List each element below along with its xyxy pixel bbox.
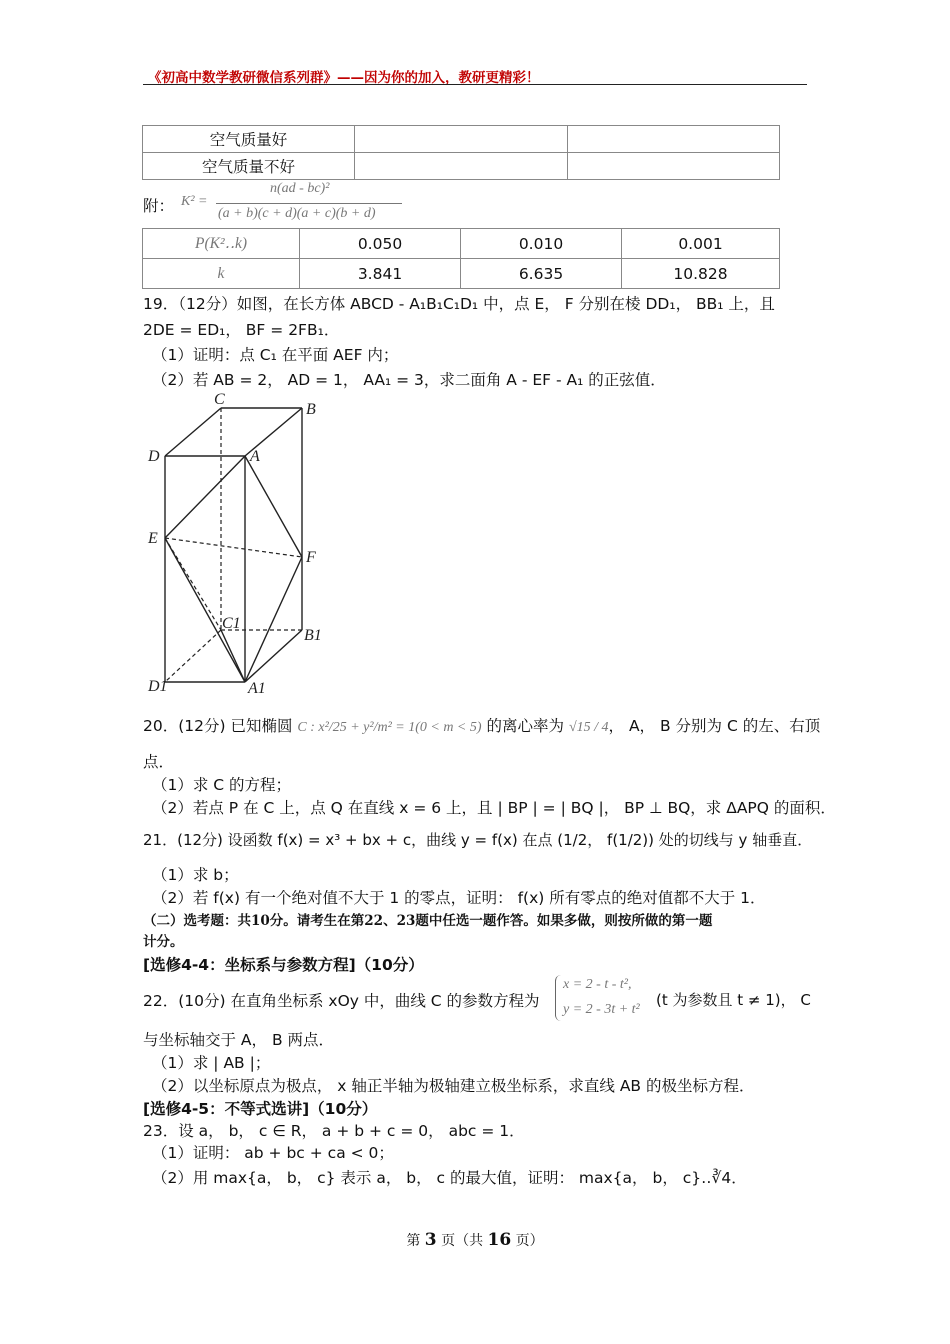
label-D: D bbox=[148, 448, 160, 465]
hidden-edge-EF bbox=[165, 538, 302, 557]
table-cell: 0.010 bbox=[461, 229, 622, 259]
edge-C1A1 bbox=[221, 630, 245, 682]
label-C: C bbox=[214, 391, 225, 408]
elective44-title: [选修4-4：坐标系与参数方程]（10分） bbox=[143, 956, 424, 974]
table-cell bbox=[568, 153, 780, 180]
table-cell: 3.841 bbox=[300, 259, 461, 289]
elective45-title: [选修4-5：不等式选讲]（10分） bbox=[143, 1100, 378, 1118]
q23-part1: （1）证明： ab + bc + ca < 0； bbox=[152, 1144, 394, 1162]
q23-part2: （2）用 max{a， b， c} 表示 a， b， c 的最大值，证明： max{a， b， c}‥∛4． bbox=[152, 1169, 747, 1187]
table-cell: 6.635 bbox=[461, 259, 622, 289]
param-eq-x: x = 2 - t - t², bbox=[563, 977, 632, 992]
formula-denominator: (a + b)(c + d)(a + c)(b + d) bbox=[218, 206, 376, 221]
edge-EA1 bbox=[165, 538, 245, 682]
label-B: B bbox=[306, 401, 316, 418]
table-cell bbox=[355, 153, 568, 180]
label-F: F bbox=[306, 549, 316, 566]
ellipse-equation: C : x²/25 + y²/m² = 1(0 < m < 5) bbox=[297, 720, 482, 735]
label-E: E bbox=[148, 530, 158, 547]
table-cell: 0.001 bbox=[622, 229, 780, 259]
q21-part2: （2）若 f(x) 有一个绝对值不大于 1 的零点，证明： f(x) 所有零点的绝对值都不大于 1． bbox=[152, 889, 766, 907]
edge-AF bbox=[245, 456, 302, 557]
page-number: 3 bbox=[424, 1230, 437, 1250]
label-A1: A1 bbox=[248, 680, 266, 697]
q19-line1: 19．（12分）如图，在长方体 ABCD - A₁B₁C₁D₁ 中，点 E， F 分别在棱 DD₁， BB₁ 上，且 bbox=[143, 295, 775, 313]
table-cell: 空气质量不好 bbox=[143, 153, 355, 180]
table-cell bbox=[355, 126, 568, 153]
table-cell bbox=[568, 126, 780, 153]
section2-line1: （二）选考题：共10分。请考生在第22、23题中任选一题作答。如果多做，则按所做的第一题 bbox=[143, 913, 713, 929]
edge-A1B1 bbox=[245, 630, 302, 682]
q22-part2: （2）以坐标原点为极点， x 轴正半轴为极轴建立极坐标系，求直线 AB 的极坐标方程． bbox=[152, 1077, 755, 1095]
q22-part1: （1）求 | AB |； bbox=[152, 1054, 271, 1072]
critical-value-table bbox=[142, 228, 780, 289]
q21-part1: （1）求 b； bbox=[152, 866, 239, 884]
q22-prefix: 22．(10分) 在直角坐标系 xOy 中，曲线 C 的参数方程为 bbox=[143, 992, 540, 1010]
formula-lhs: K² = bbox=[181, 194, 208, 209]
page-total: 16 bbox=[487, 1230, 512, 1250]
edge-CD bbox=[165, 408, 221, 456]
edge-EA bbox=[165, 456, 245, 538]
q19-line2: 2DE = ED₁， BF = 2FB₁． bbox=[143, 321, 340, 339]
label-A: A bbox=[250, 448, 260, 465]
q22-line2: 与坐标轴交于 A， B 两点． bbox=[143, 1031, 335, 1049]
hidden-edge-C1D1 bbox=[165, 630, 221, 682]
q19-part2: （2）若 AB = 2， AD = 1， AA₁ = 3，求二面角 A - EF - A₁ 的正弦值． bbox=[152, 371, 666, 389]
label-D1: D1 bbox=[148, 678, 168, 695]
eccentricity: √15 / 4 bbox=[568, 720, 609, 735]
q21-line1: 21．(12分) 设函数 f(x) = x³ + bx + c，曲线 y = f(x) 在点 (1/2， f(1/2)) 处的切线与 y 轴垂直． bbox=[143, 831, 813, 849]
table-cell: 空气质量好 bbox=[143, 126, 355, 153]
formula-numerator: n(ad - bc)² bbox=[270, 181, 330, 196]
label-B1: B1 bbox=[304, 627, 322, 644]
table-header-p: P(K²‥k) bbox=[143, 229, 300, 259]
fraction-bar bbox=[216, 203, 402, 204]
q20-line1: 20．(12分) 已知椭圆 C : x²/25 + y²/m² = 1(0 < m < 5) 的离心率为 √15 / 4， A， B 分别为 C 的左、右顶 bbox=[143, 717, 821, 735]
prism-figure bbox=[140, 390, 340, 700]
q20-part1: （1）求 C 的方程； bbox=[152, 776, 292, 794]
header-banner: 《初高中数学教研微信系列群》——因为你的加入，教研更精彩！ bbox=[148, 70, 540, 86]
q20-line2: 点． bbox=[143, 753, 175, 771]
param-eq-y: y = 2 - 3t + t² bbox=[563, 1002, 640, 1017]
q19-part1: （1）证明：点 C₁ 在平面 AEF 内； bbox=[152, 346, 399, 364]
table-header-k: k bbox=[143, 259, 300, 289]
edge-FA1 bbox=[245, 557, 302, 682]
section2-line2: 计分。 bbox=[143, 934, 184, 950]
contingency-table bbox=[142, 125, 780, 180]
header-divider bbox=[143, 84, 807, 85]
table-cell: 0.050 bbox=[300, 229, 461, 259]
hidden-edge-EC1 bbox=[165, 538, 221, 630]
q22-suffix: (t 为参数且 t ≠ 1)， C bbox=[656, 991, 811, 1009]
q23-line1: 23．设 a， b， c ∈ R， a + b + c = 0， abc = 1． bbox=[143, 1122, 525, 1140]
q20-part2: （2）若点 P 在 C 上，点 Q 在直线 x = 6 上，且 | BP | = | BQ |， BP ⊥ BQ，求 ΔAPQ 的面积． bbox=[152, 799, 836, 817]
label-C1: C1 bbox=[222, 615, 241, 632]
page-footer: 第 3 页（共 16 页） bbox=[406, 1230, 544, 1250]
table-cell: 10.828 bbox=[622, 259, 780, 289]
formula-prefix: 附： bbox=[143, 197, 175, 215]
